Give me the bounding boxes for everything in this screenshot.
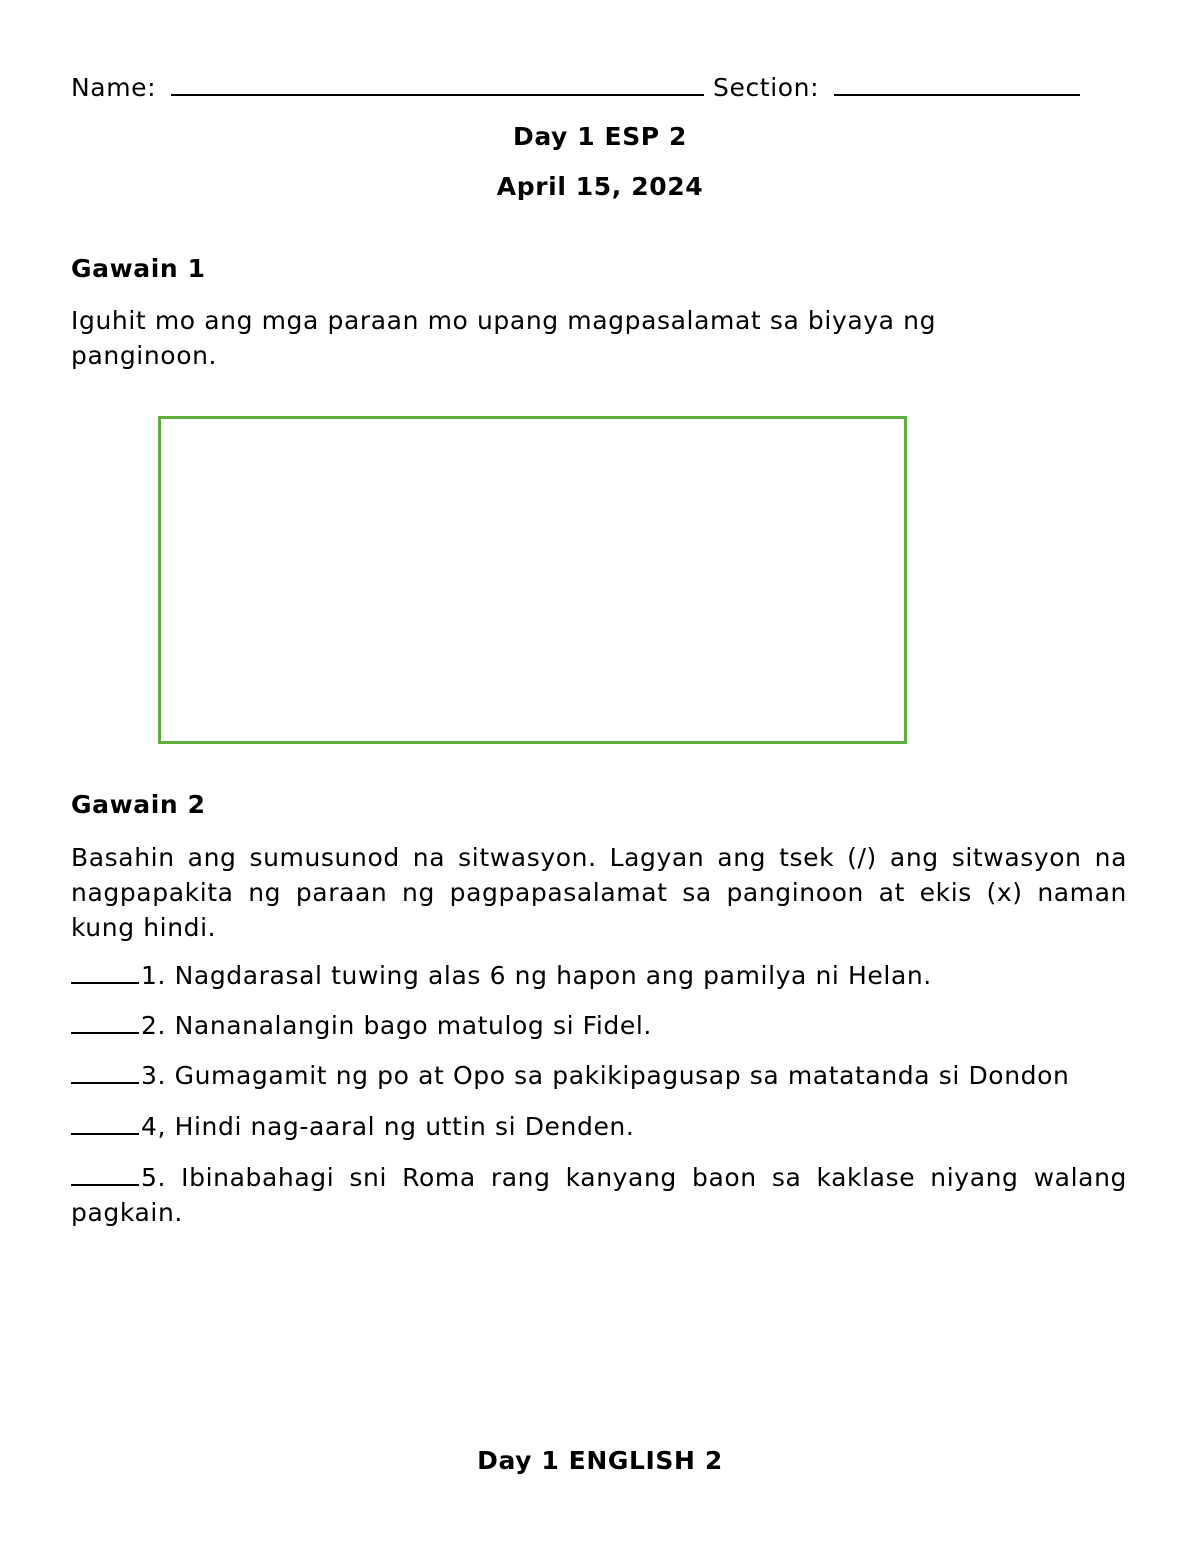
page-title: Day 1 ESP 2 (512, 122, 688, 151)
list-item (71, 1008, 1127, 1043)
gawain1-heading: Gawain 1 (71, 254, 206, 283)
answer-blank[interactable] (71, 1111, 139, 1135)
section-label: Section: (713, 73, 820, 102)
answer-blank[interactable] (71, 1162, 139, 1186)
gawain1-instruction: Iguhit mo ang mga paraan mo upang magpasalamat sa biyaya ng panginoon. (71, 306, 937, 370)
item-text: 5. Ibinabahagi sni Roma rang kanyang baon sa kaklase niyang walang pagkain. (71, 1163, 1127, 1227)
section-row (713, 72, 1080, 102)
answer-blank[interactable] (71, 1060, 139, 1084)
name-blank-line[interactable] (171, 72, 704, 96)
item-text: 2. Nananalangin bago matulog si Fidel. (141, 1011, 652, 1040)
list-item (71, 958, 1127, 993)
list-item (71, 1109, 1127, 1144)
page-date: April 15, 2024 (496, 172, 704, 201)
answer-blank[interactable] (71, 960, 139, 984)
gawain2-instruction: Basahin ang sumusunod na sitwasyon. Lagyan ang tsek (/) ang sitwasyon na nagpapakita ng paraan ng pagpapasalamat sa panginoon at ekis (x) naman kung hindi. (71, 843, 1127, 942)
drawing-box[interactable] (158, 416, 907, 744)
section-blank-line[interactable] (834, 72, 1080, 96)
next-section-title: Day 1 ENGLISH 2 (477, 1446, 723, 1475)
name-label: Name: (71, 73, 157, 102)
name-row (71, 72, 704, 102)
answer-blank[interactable] (71, 1010, 139, 1034)
item-text: 3. Gumagamit ng po at Opo sa pakikipagusap sa matatanda si Dondon (141, 1061, 1070, 1090)
list-item (71, 1058, 1127, 1093)
item-text: 1. Nagdarasal tuwing alas 6 ng hapon ang pamilya ni Helan. (141, 961, 932, 990)
list-item (71, 1160, 1127, 1230)
gawain2-heading: Gawain 2 (71, 790, 206, 819)
item-text: 4, Hindi nag-aaral ng uttin si Denden. (141, 1112, 635, 1141)
